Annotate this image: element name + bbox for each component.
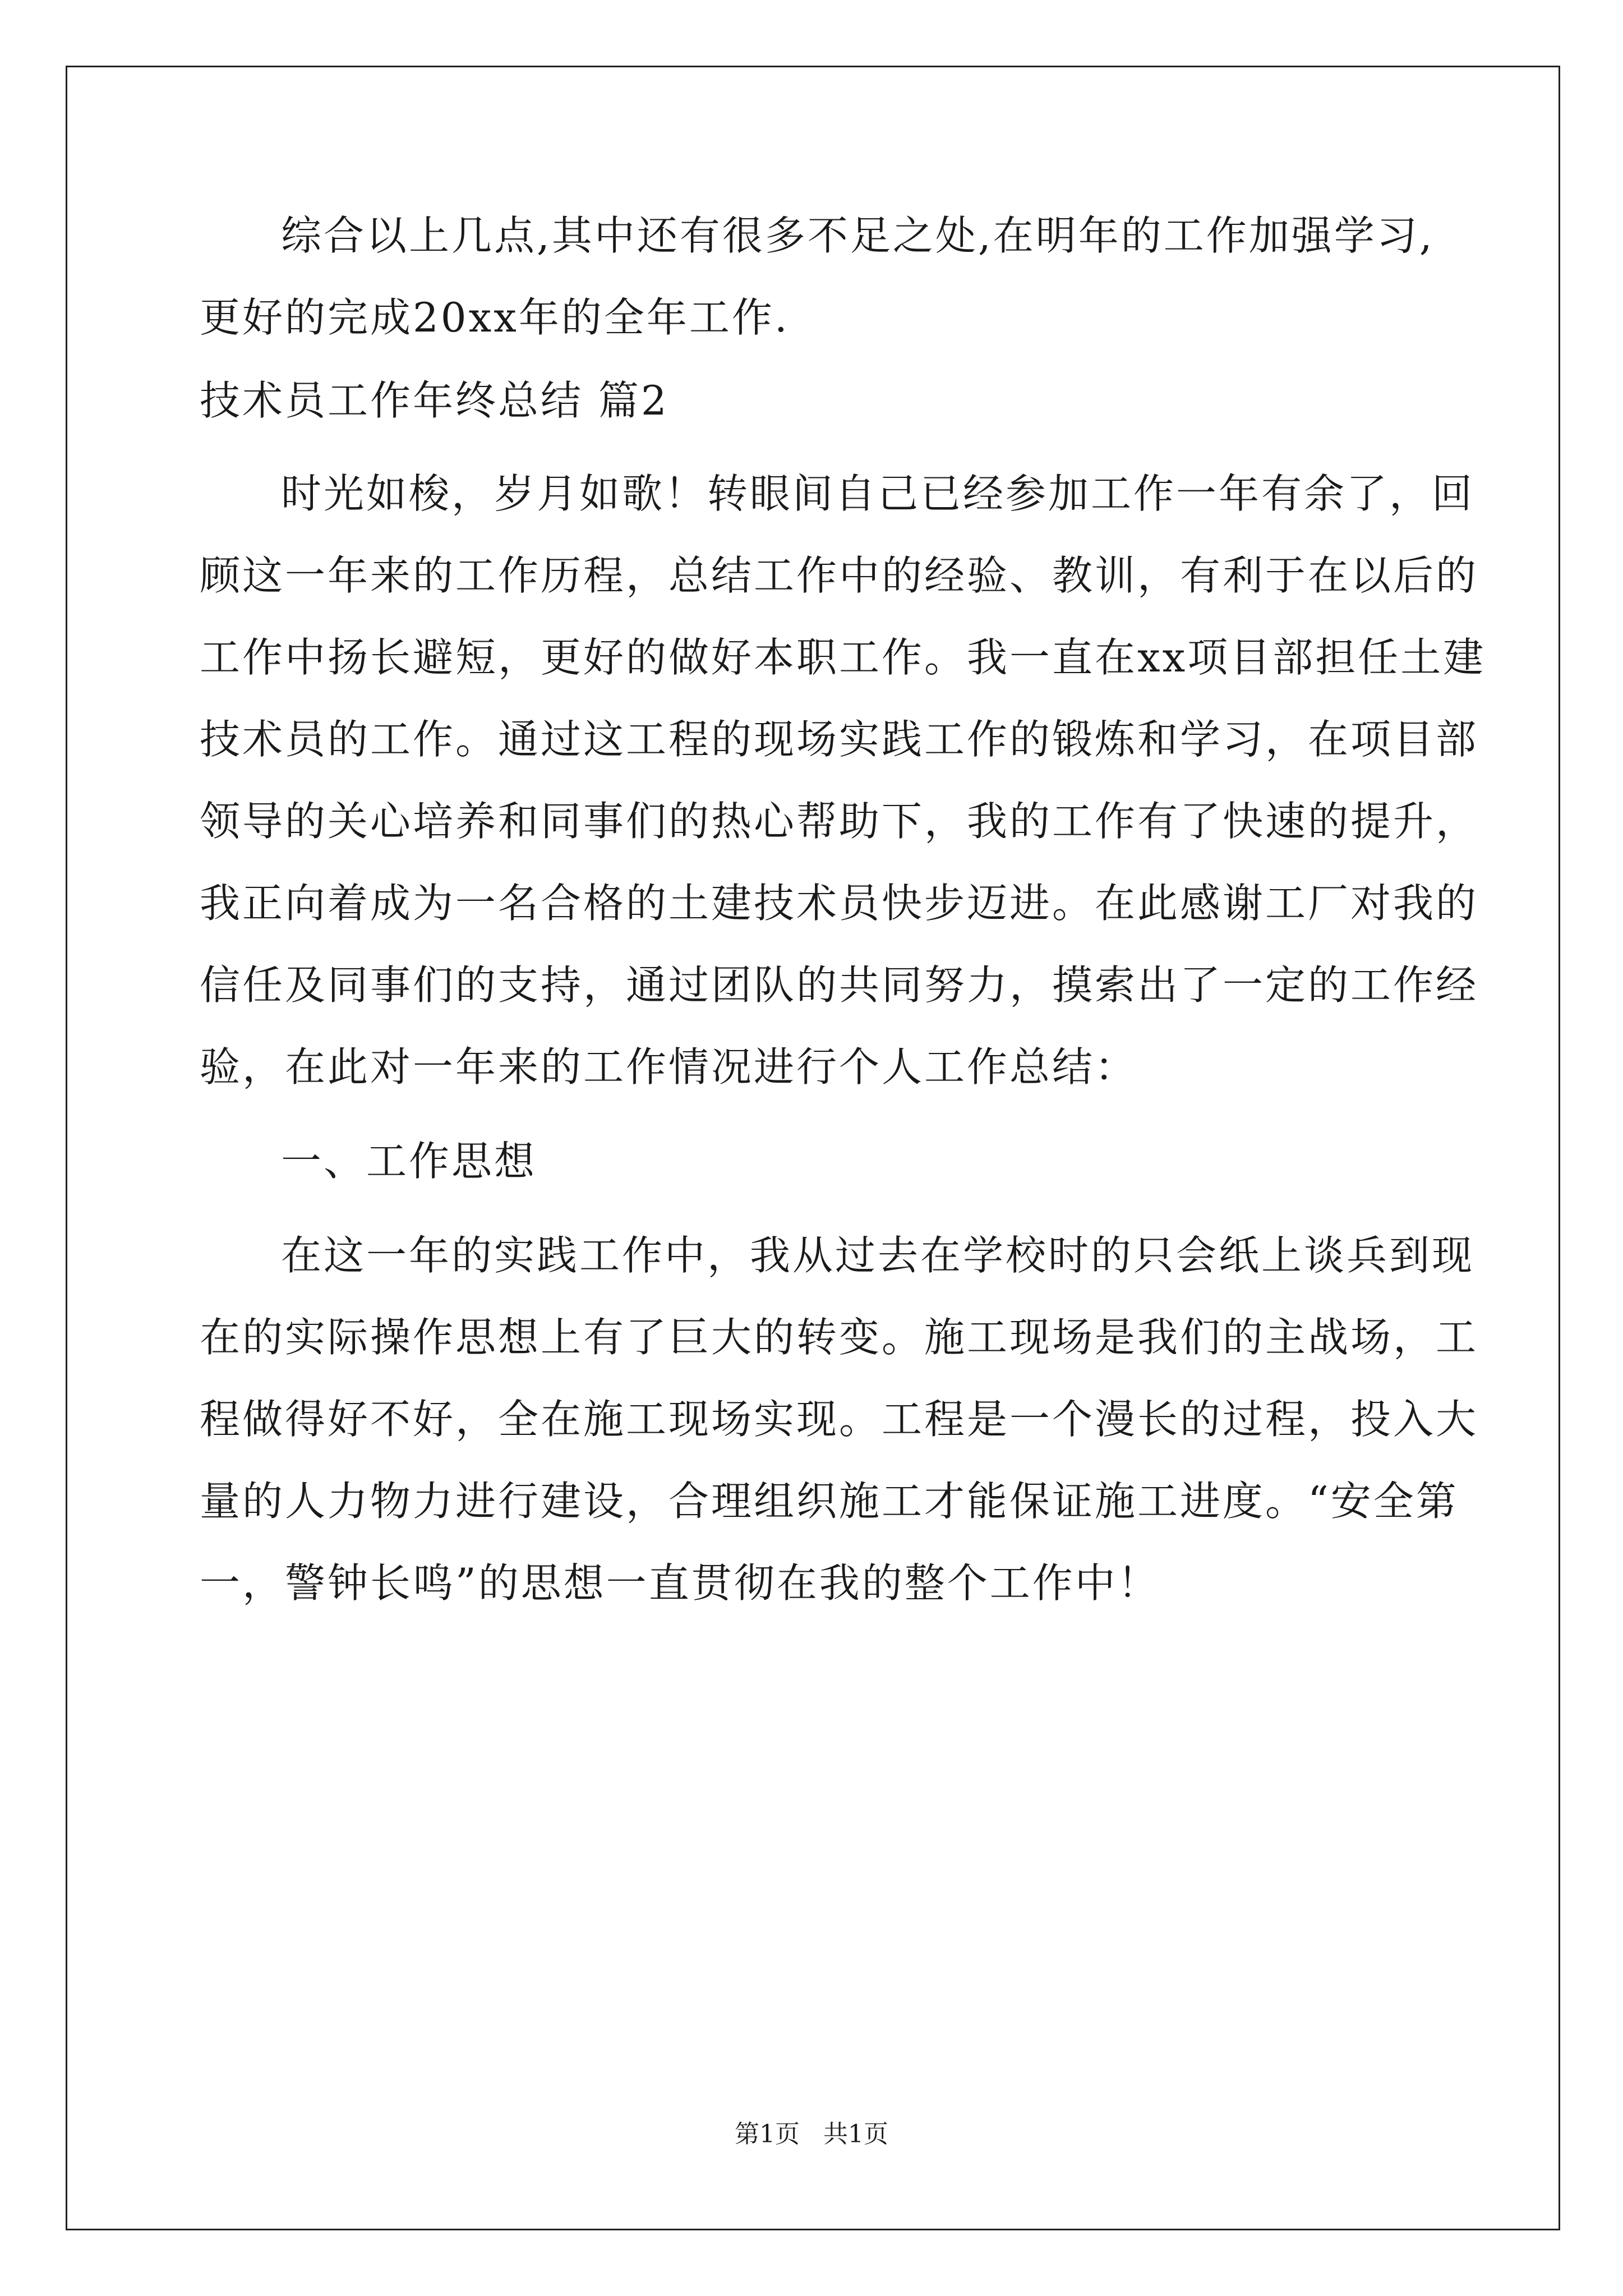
- section-title: 技术员工作年终总结 篇2: [200, 377, 669, 424]
- paragraph-line: 工作中扬长避短，更好的做好本职工作。我一直在xx项目部担任土建: [200, 634, 1486, 681]
- paragraph-line: 综合以上几点,其中还有很多不足之处,在明年的工作加强学习,: [281, 212, 1435, 259]
- paragraph-line: 更好的完成20xx年的全年工作.: [200, 294, 790, 341]
- paragraph-line: 量的人力物力进行建设，合理组织施工才能保证施工进度。“安全第: [200, 1478, 1459, 1525]
- paragraph-line: 顾这一年来的工作历程，总结工作中的经验、教训，有利于在以后的: [200, 552, 1479, 599]
- page-number: 第1页: [735, 2120, 800, 2148]
- page-total: 共1页: [823, 2120, 888, 2148]
- paragraph-line: 一，警钟长鸣”的思想一直贯彻在我的整个工作中！: [200, 1559, 1160, 1607]
- paragraph-line: 时光如梭，岁月如歌！转眼间自己已经参加工作一年有余了，回: [281, 470, 1475, 517]
- subsection-title: 一、工作思想: [281, 1138, 537, 1185]
- paragraph-line: 验，在此对一年来的工作情况进行个人工作总结：: [200, 1043, 1138, 1091]
- page-footer: [0, 2118, 1623, 2151]
- paragraph-line: 我正向着成为一名合格的土建技术员快步迈进。在此感谢工厂对我的: [200, 880, 1479, 927]
- paragraph-line: 信任及同事们的支持，通过团队的共同努力，摸索出了一定的工作经: [200, 961, 1479, 1009]
- paragraph-line: 领导的关心培养和同事们的热心帮助下，我的工作有了快速的提升，: [200, 798, 1479, 845]
- paragraph-line: 技术员的工作。通过这工程的现场实践工作的锻炼和学习，在项目部: [200, 716, 1479, 763]
- paragraph-line: 在的实际操作思想上有了巨大的转变。施工现场是我们的主战场，工: [200, 1314, 1479, 1361]
- paragraph-line: 在这一年的实践工作中，我从过去在学校时的只会纸上谈兵到现: [281, 1232, 1475, 1279]
- paragraph-line: 程做得好不好，全在施工现场实现。工程是一个漫长的过程，投入大: [200, 1396, 1479, 1443]
